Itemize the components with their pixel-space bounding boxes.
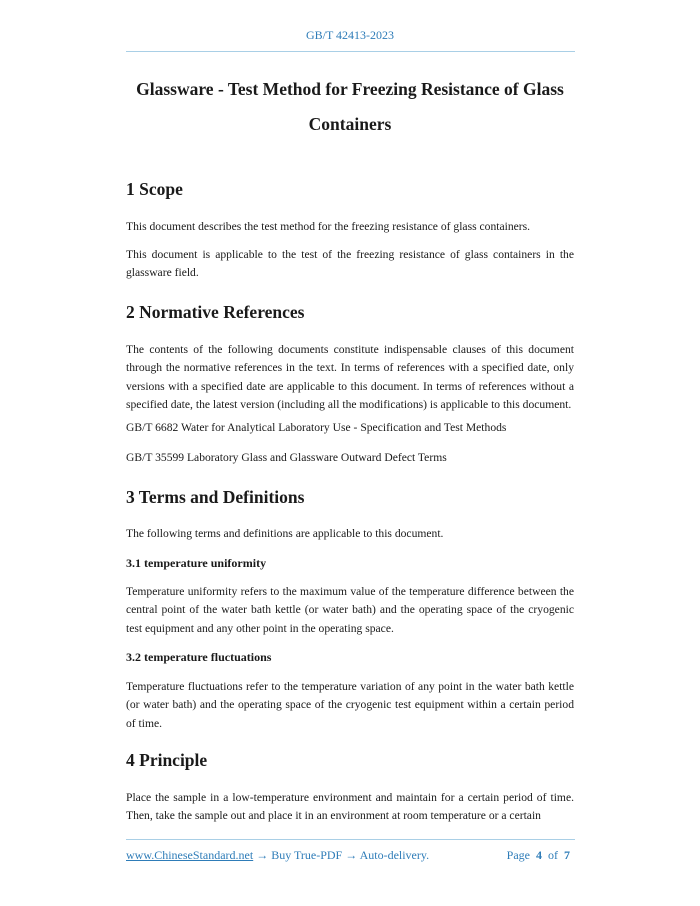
reference-item: GB/T 35599 Laboratory Glass and Glassware Outward Defect Terms [126, 451, 447, 464]
section-heading-terms: 3 Terms and Definitions [126, 487, 305, 507]
website-link[interactable]: www.ChineseStandard.net [126, 848, 254, 862]
footer-promo: → Buy True-PDF → Auto-delivery. [253, 848, 430, 862]
paragraph: The contents of the following documents constitute indispensable clauses of this document through the normative references in the text. In terms of references with a specified date, only versions with a specified date are applicable to this document. In terms of references without a specified date, the latest version (including all the modifications) is applicable to this document. [126, 343, 574, 411]
page-indicator [507, 848, 570, 863]
section-heading-normative-references: 2 Normative References [126, 302, 305, 322]
of-label: of [548, 848, 558, 862]
current-page: 4 [536, 848, 542, 862]
reference-item: GB/T 6682 Water for Analytical Laboratory Use - Specification and Test Methods [126, 421, 507, 434]
footer [126, 848, 570, 863]
header-divider [126, 51, 575, 52]
section-heading-principle: 4 Principle [126, 750, 208, 770]
term-heading: 3.2 temperature fluctuations [126, 650, 272, 664]
paragraph: Temperature uniformity refers to the maximum value of the temperature difference between the central point of the water bath kettle (or water bath) and the operating space of the cryogenic test equipment and any other point in the operating space. [126, 585, 574, 635]
paragraph: Place the sample in a low-temperature environment and maintain for a certain period of time. Then, take the sample out and place it in an environment at room temperature or a certain [126, 791, 574, 823]
page-label: Page [506, 848, 530, 862]
document-id-header: GB/T 42413-2023 [305, 28, 395, 42]
paragraph: Temperature fluctuations refer to the temperature variation of any point in the water bath kettle (or water bath) and the operating space of the cryogenic test equipment within a certain period of time. [126, 680, 574, 730]
term-heading: 3.1 temperature uniformity [126, 556, 267, 570]
paragraph: This document describes the test method for the freezing resistance of glass containers. [126, 220, 531, 233]
paragraph: This document is applicable to the test of the freezing resistance of glass containers in the glassware field. [126, 248, 574, 280]
document-title: Glassware - Test Method for Freezing Resistance of Glass Containers [136, 79, 564, 134]
paragraph: The following terms and definitions are applicable to this document. [126, 527, 444, 540]
footer-divider [126, 839, 575, 840]
section-heading-scope: 1 Scope [126, 179, 183, 199]
total-pages: 7 [564, 848, 570, 862]
